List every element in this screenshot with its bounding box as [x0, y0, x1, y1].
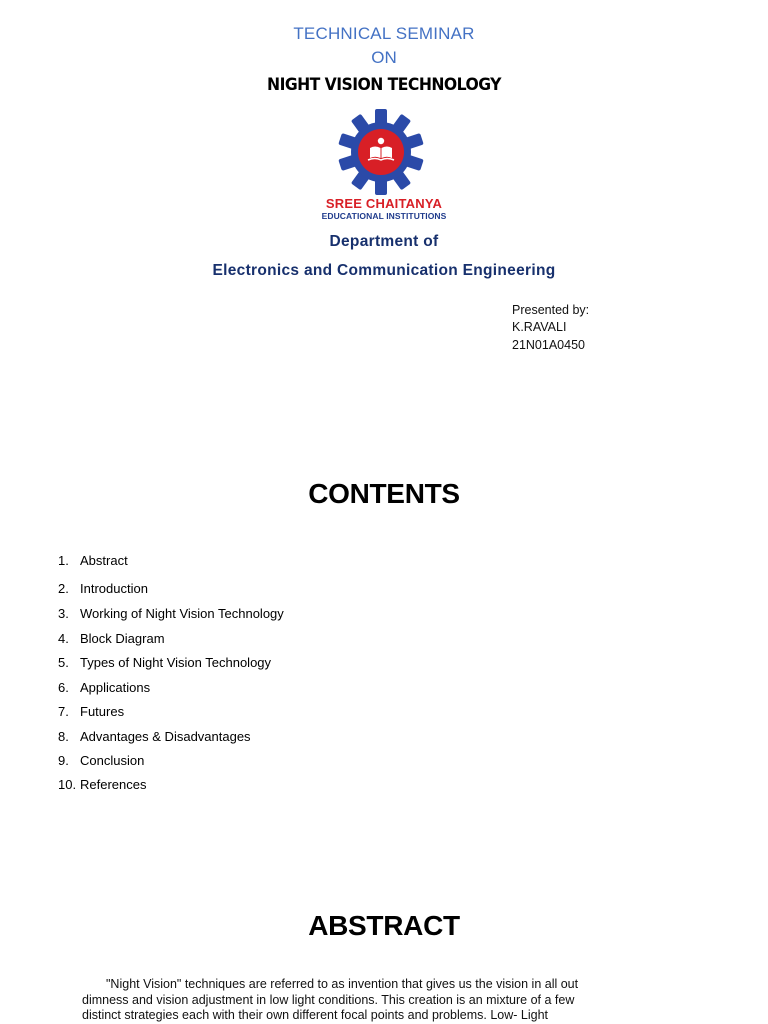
list-item: 3. Working of Night Vision Technology: [58, 606, 284, 621]
seminar-heading-line2: ON: [371, 48, 397, 67]
list-item: 2. Introduction: [58, 581, 148, 596]
list-item: 9. Conclusion: [58, 753, 145, 768]
document-title: NIGHT VISION TECHNOLOGY: [267, 75, 501, 95]
contents-heading: CONTENTS: [308, 478, 460, 509]
list-item: 1. Abstract: [58, 553, 128, 568]
presenter-roll-number: 21N01A0450: [512, 338, 585, 352]
abstract-line: dimness and vision adjustment in low light conditions. This creation is an mixture of a few: [82, 992, 575, 1007]
list-item: 5. Types of Night Vision Technology: [58, 655, 272, 670]
department-line1: Department of: [329, 233, 439, 250]
logo-subtitle: EDUCATIONAL INSTITUTIONS: [321, 211, 447, 221]
list-item: 4. Block Diagram: [58, 631, 165, 646]
abstract-line: distinct strategies each with their own different focal points and problems. Low- Light: [82, 1008, 548, 1022]
abstract-paragraph: [82, 977, 642, 1024]
presenter-name: K.RAVALI: [512, 320, 567, 334]
institution-logo-icon: [336, 108, 426, 196]
presenter-label: Presented by:: [512, 303, 590, 317]
list-item: 8. Advantages & Disadvantages: [58, 729, 251, 744]
seminar-heading-line1: TECHNICAL SEMINAR: [293, 24, 475, 43]
abstract-line: "Night Vision" techniques are referred to as invention that gives us the vision in all out: [106, 977, 579, 991]
department-line2: Electronics and Communication Engineering: [212, 262, 556, 279]
logo-wordmark: SREE CHAITANYA: [325, 196, 443, 211]
list-item: 10. References: [58, 777, 147, 792]
list-item: 7. Futures: [58, 704, 125, 719]
list-item: 6. Applications: [58, 680, 151, 695]
abstract-heading: ABSTRACT: [308, 910, 460, 941]
